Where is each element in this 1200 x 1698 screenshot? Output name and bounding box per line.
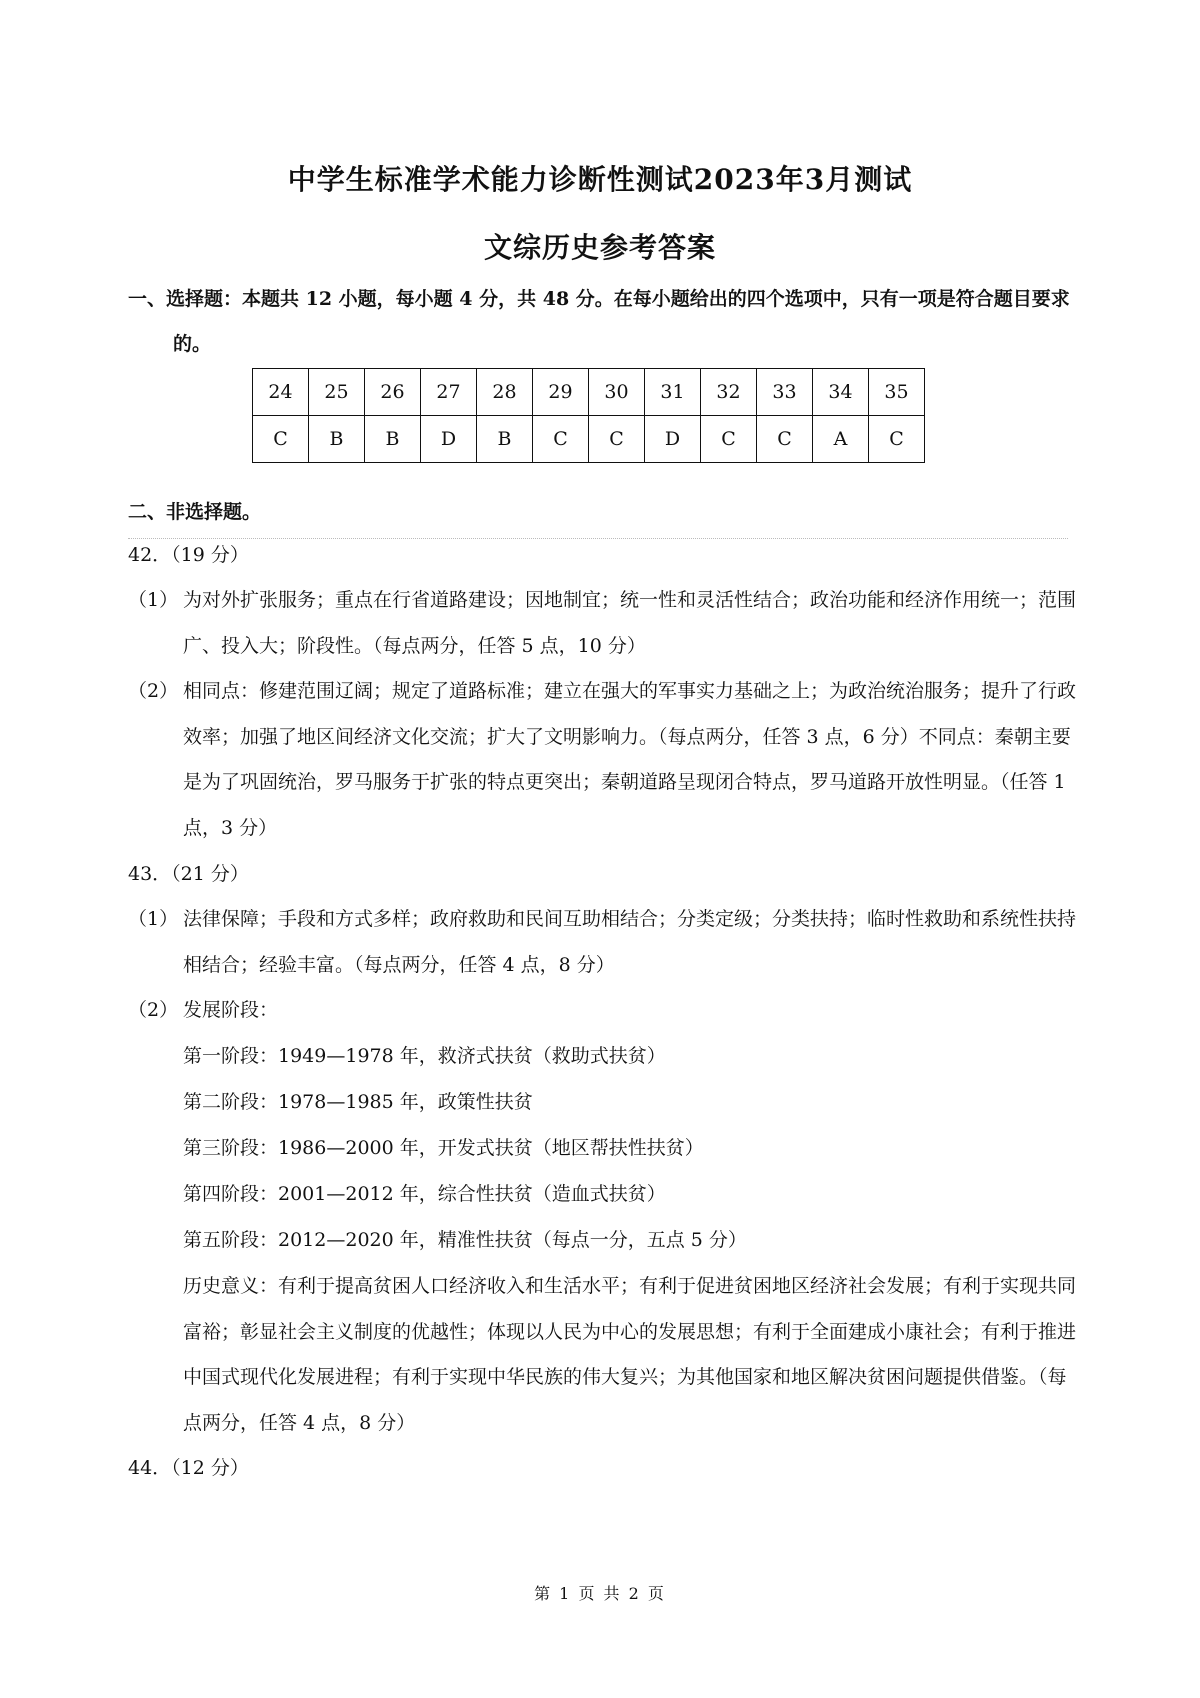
q42-part1-text: 为对外扩张服务；重点在行省道路建设；因地制宜；统一性和灵活性结合；政治功能和经济作用统一；范围广、投入大；阶段性。（每点两分，任答 5 点，10 分） <box>183 589 1077 657</box>
answer-cell: B <box>365 416 421 463</box>
q42-header: 42．（19 分） <box>128 544 249 566</box>
q43-part2 <box>128 988 1078 1034</box>
q44-header: 44．（12 分） <box>128 1457 249 1479</box>
document-subtitle: 文综历史参考答案 <box>483 231 716 264</box>
q43-part1-label: （1） <box>128 908 179 930</box>
page-footer: 第 1 页 共 2 页 <box>534 1584 666 1603</box>
question-number-cell: 31 <box>645 369 701 416</box>
q43-stage-4: 第四阶段：2001—2012 年，综合性扶贫（造血式扶贫） <box>183 1183 666 1205</box>
answer-table-numbers-row <box>253 369 925 416</box>
question-number-cell: 33 <box>757 369 813 416</box>
q43-part2-text: 发展阶段： <box>183 999 279 1021</box>
q42-part1 <box>128 578 1078 669</box>
question-number-cell: 35 <box>869 369 925 416</box>
section2-heading: 二、非选择题。 <box>128 501 262 523</box>
question-number-cell: 25 <box>309 369 365 416</box>
document-title: 中学生标准学术能力诊断性测试2023年3月测试 <box>287 163 913 196</box>
q42-part2-text: 相同点：修建范围辽阔；规定了道路标准；建立在强大的军事实力基础之上；为政治统治服务；提升了行政效率；加强了地区间经济文化交流；扩大了文明影响力。（每点两分，任答 3 点，6 分）不同点：秦朝主要是为了巩固统治，罗马服务于扩张的特点更突出；秦朝道路呈现闭合特点，罗马道路开放性明显。（任答 1 点，3 分） <box>183 680 1077 839</box>
q43-stage-3: 第三阶段：1986—2000 年，开发式扶贫（地区帮扶性扶贫） <box>183 1137 704 1159</box>
q43-stage-5: 第五阶段：2012—2020 年，精准性扶贫（每点一分，五点 5 分） <box>183 1229 747 1251</box>
answer-cell: C <box>253 416 309 463</box>
q42-part2 <box>128 669 1078 851</box>
q42-part1-label: （1） <box>128 589 179 611</box>
q43-part2-label: （2） <box>128 999 179 1021</box>
answer-cell: A <box>813 416 869 463</box>
question-number-cell: 24 <box>253 369 309 416</box>
question-number-cell: 27 <box>421 369 477 416</box>
question-number-cell: 34 <box>813 369 869 416</box>
question-number-cell: 32 <box>701 369 757 416</box>
q43-significance: 历史意义：有利于提高贫困人口经济收入和生活水平；有利于促进贫困地区经济社会发展；有利于实现共同富裕；彰显社会主义制度的优越性；体现以人民为中心的发展思想；有利于全面建成小康社会；有利于推进中国式现代化发展进程；有利于实现中华民族的伟大复兴；为其他国家和地区解决贫困问题提供借鉴。（每点两分，任答 4 点，8 分） <box>183 1275 1077 1434</box>
question-number-cell: 29 <box>533 369 589 416</box>
section1-heading <box>128 277 1078 367</box>
answer-cell: B <box>309 416 365 463</box>
q43-stage-2: 第二阶段：1978—1985 年，政策性扶贫 <box>183 1091 533 1113</box>
question-number-cell: 26 <box>365 369 421 416</box>
answer-cell: D <box>421 416 477 463</box>
answer-cell: C <box>701 416 757 463</box>
question-number-cell: 28 <box>477 369 533 416</box>
section1-heading-text: 一、选择题：本题共 12 小题，每小题 4 分，共 48 分。在每小题给出的四个选项中，只有一项是符合题目要求的。 <box>128 288 1070 355</box>
answer-cell: C <box>533 416 589 463</box>
answer-cell: C <box>869 416 925 463</box>
q43-part1 <box>128 897 1078 988</box>
q43-stage-1: 第一阶段：1949—1978 年，救济式扶贫（救助式扶贫） <box>183 1045 666 1067</box>
answer-cell: B <box>477 416 533 463</box>
answer-cell: C <box>757 416 813 463</box>
q42-part2-label: （2） <box>128 680 179 702</box>
q43-header: 43．（21 分） <box>128 863 249 885</box>
dotted-divider <box>128 538 1068 539</box>
answer-table-answers-row <box>253 416 925 463</box>
answer-table <box>252 368 925 463</box>
answer-cell: D <box>645 416 701 463</box>
q43-part1-text: 法律保障；手段和方式多样；政府救助和民间互助相结合；分类定级；分类扶持；临时性救助和系统性扶持相结合；经验丰富。（每点两分，任答 4 点，8 分） <box>183 908 1077 976</box>
answer-cell: C <box>589 416 645 463</box>
question-number-cell: 30 <box>589 369 645 416</box>
